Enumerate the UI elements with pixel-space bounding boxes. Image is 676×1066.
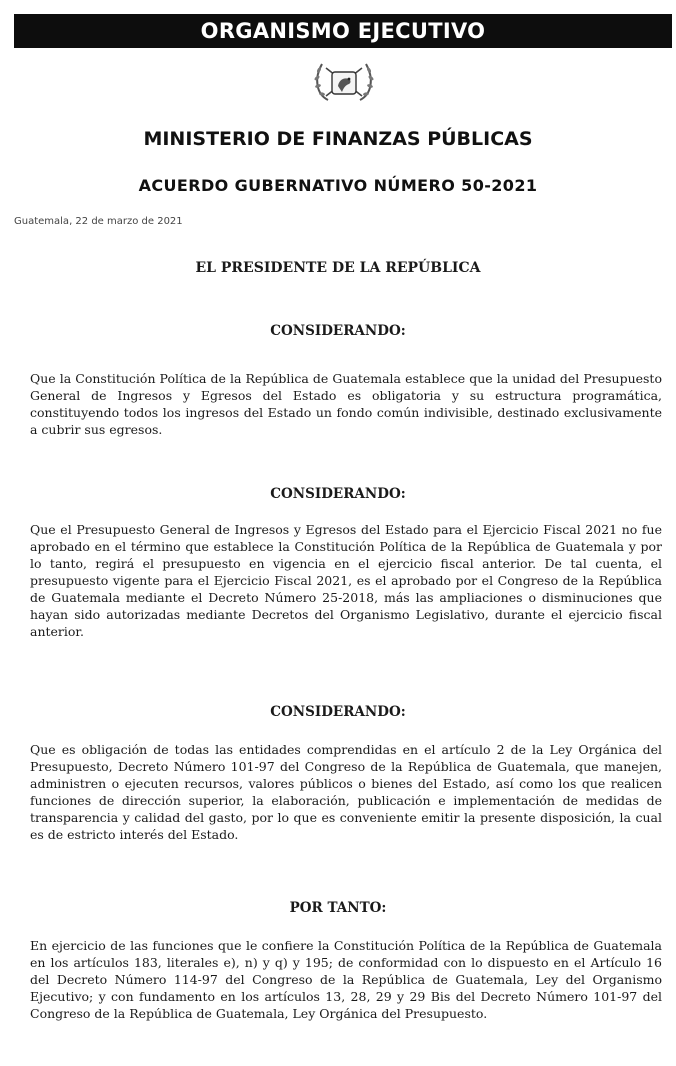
- acuerdo-title: ACUERDO GUBERNATIVO NÚMERO 50-2021: [138, 176, 538, 195]
- considerando-paragraph: Que la Constitución Política de la República de Guatemala establece que la unidad del Presupuesto General de Ingresos y Egresos del Estado es obligatoria y su estructura programática, constituyendo todos los ingresos del Estado un fondo común indivisible, destinado exclusivamente a cubrir sus egresos.: [30, 371, 662, 437]
- considerando-paragraph: Que es obligación de todas las entidades comprendidas en el artículo 2 de la Ley Orgánica del Presupuesto, Decreto Número 101-97 del Congreso de la República de Guatemala, que manejen, administren o ejecuten recursos, valores públicos o bienes del Estado, así como los que realicen funciones de dirección superior, la elaboración, publicación e implementación de medidas de transparencia y calidad del gasto, por lo que es conveniente emitir la presente disposición, la cual es de estricto interés del Estado.: [30, 742, 662, 842]
- president-heading: EL PRESIDENTE DE LA REPÚBLICA: [195, 260, 481, 276]
- considerando-heading: CONSIDERANDO:: [270, 323, 406, 339]
- considerando-paragraph: Que el Presupuesto General de Ingresos y Egresos del Estado para el Ejercicio Fiscal 2021 no fue aprobado en el término que establece la Constitución Política de la República de Guatemala y por lo tanto, regirá el presupuesto en vigencia en el ejercicio fiscal anterior. De tal cuenta, el presupuesto vigente para el Ejercicio Fiscal 2021, es el aprobado por el Congreso de la República de Guatemala mediante el Decreto Número 25-2018, más las ampliaciones o disminuciones que hayan sido autorizadas mediante Decretos del Organismo Legislativo, durante el ejercicio fiscal anterior.: [30, 522, 662, 639]
- por-tanto-paragraph: En ejercicio de las funciones que le confiere la Constitución Política de la República de Guatemala en los artículos 183, literales e), n) y q) y 195; de conformidad con lo dispuesto en el Artículo 16 del Decreto Número 114-97 del Congreso de la República de Guatemala, Ley del Organismo Ejecutivo; y con fundamento en los artículos 13, 28, 29 y 29 Bis del Decreto Número 101-97 del Congreso de la República de Guatemala, Ley Orgánica del Presupuesto.: [30, 938, 662, 1021]
- considerando-heading: CONSIDERANDO:: [270, 704, 406, 720]
- section-banner: ORGANISMO EJECUTIVO: [14, 14, 672, 48]
- dateline: Guatemala, 22 de marzo de 2021: [14, 216, 183, 227]
- considerando-heading: CONSIDERANDO:: [270, 486, 406, 502]
- guatemala-coat-of-arms-icon: [308, 56, 380, 106]
- ministry-title: MINISTERIO DE FINANZAS PÚBLICAS: [143, 128, 533, 150]
- por-tanto-heading: POR TANTO:: [289, 900, 387, 916]
